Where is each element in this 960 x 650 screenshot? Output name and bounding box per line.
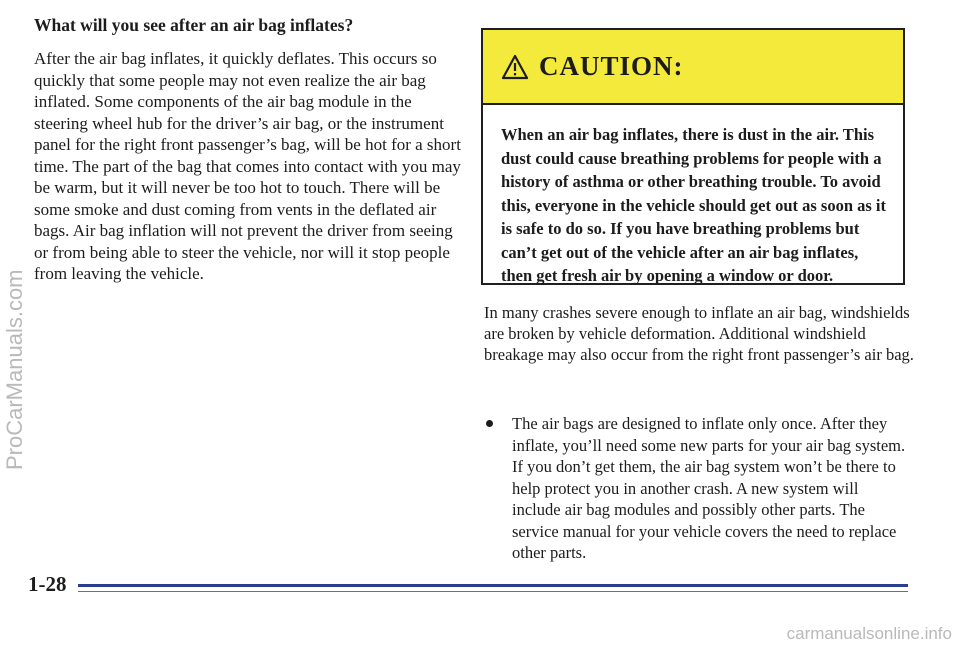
bullet-item [486,413,906,564]
caution-box [481,28,905,285]
left-column [34,14,464,285]
bottom-watermark: carmanualsonline.info [786,624,952,643]
caution-text: When an air bag inflates, there is dust in the air. This dust could cause breathing problems for people with a history of asthma or other breathing trouble. To avoid this, everyone in the vehicle should get out as soon as it is safe to do so. If you have breathing problems but can’t get out of the vehicle after an air bag inflates, then get fresh air by opening a window or door. [501,125,887,285]
caution-header [483,30,903,105]
right-column [481,28,911,285]
warning-triangle-icon [501,54,529,80]
side-watermark: ProCarManuals.com [2,269,27,470]
bullet-text: The air bags are designed to inflate only once. After they inflate, you’ll need some new parts for your air bag system. If you don’t get them, the air bag system won’t be there to help protect you in another crash. A new system will include air bag modules and possibly other parts. The service manual for your vehicle covers the need to replace other parts. [512,414,906,562]
caution-title: CAUTION: [539,51,684,81]
page-number: 1-28 [28,572,67,596]
page-footer [28,572,908,602]
right-paragraph: In many crashes severe enough to inflate an air bag, windshields are broken by vehicle deformation. Additional windshield breakage may also occur from the right front passenger’s air bag. [484,303,914,364]
footer-rule-thick [78,584,908,587]
left-paragraph: After the air bag inflates, it quickly deflates. This occurs so quickly that some people may not even realize the air bag inflated. Some components of the air bag module in the steering wheel hub for the driver’s air bag, or the instrument panel for the right front passenger’s bag, will be hot for a short time. The part of the bag that comes into contact with you may be warm, but it will never be too hot to touch. There will be some smoke and dust coming from vents in the deflated air bags. Air bag inflation will not prevent the driver from seeing or from being able to steer the vehicle, nor will it stop people from leaving the vehicle. [34,49,461,283]
footer-rule-thin [78,591,908,592]
bullet-dot-icon [486,420,493,427]
section-heading: What will you see after an air bag inflates? [34,15,354,35]
